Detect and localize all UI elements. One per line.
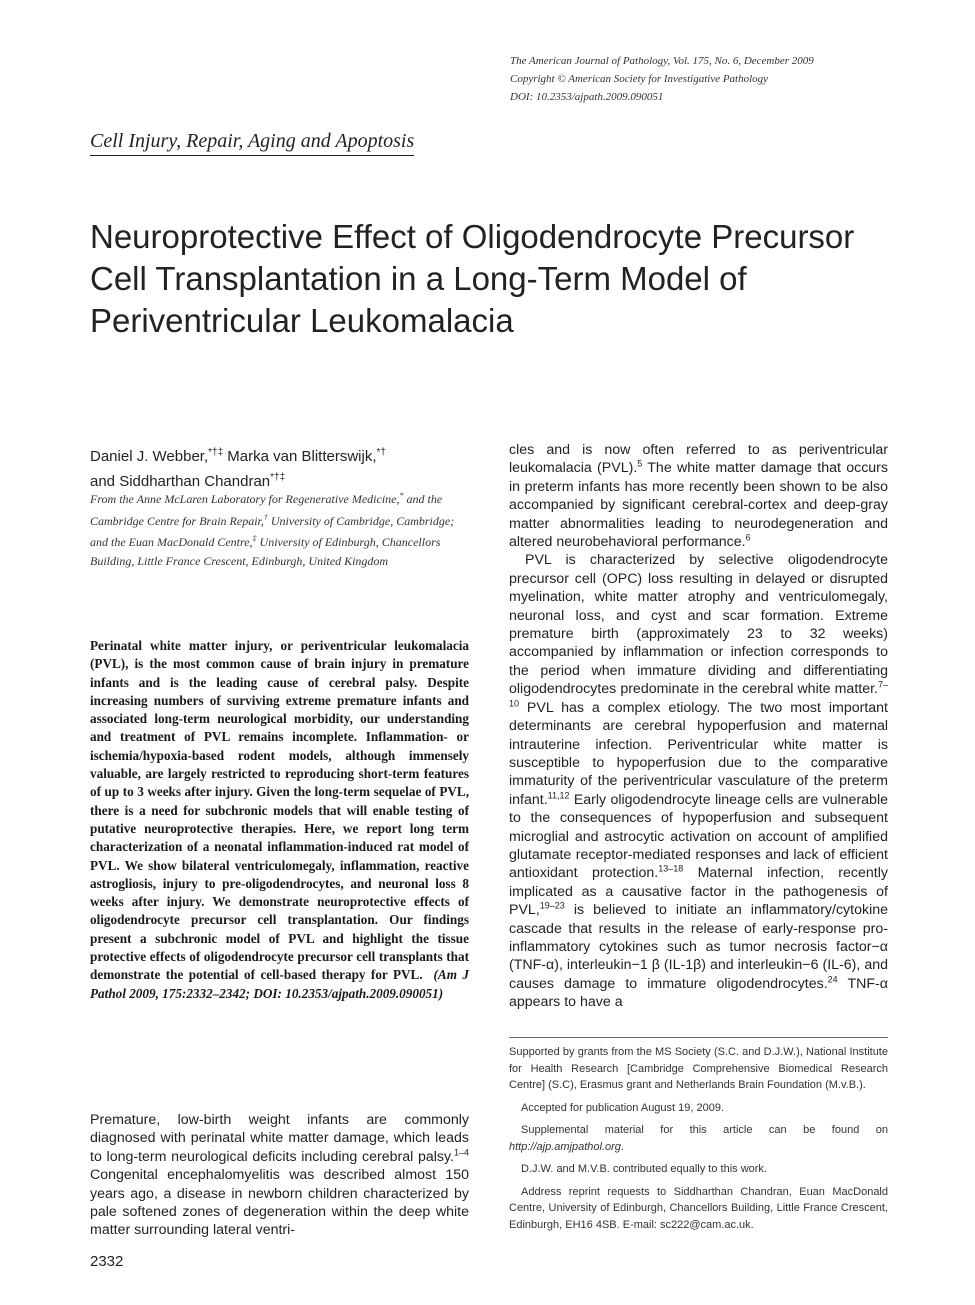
abstract [90,637,469,1003]
affil-text: University of Cambridge, Cambridge; and the Euan MacDonald Centre, [90,513,455,549]
body-text: PVL is characterized by selective oligodendrocyte precursor cell (OPC) loss resulting in delayed or disrupted myelination, white matter atrophy and ventriculomegaly, neuronal loss, and cyst and scar formation. Extreme premature birth (approximately 23 to 32 weeks) accompanied by inflammation or infection corresponds to the period when immature dividing and differentiating oligodendrocytes predominate in the cerebral white matter. [509,552,888,698]
supplemental-link[interactable]: http://ajp.amjpathol.org [509,1140,621,1153]
author-affil-mark: *†‡ [270,472,286,483]
body-text: is believed to initiate an inflammatory/cytokine cascade that results in the release of early-response pro-inflammatory cytokines such as tumor necrosis factor−α (TNF-α), interleukin−1 β (IL-1β) and interleukin−6 (IL-6), and causes damage to immature oligodendrocytes. [509,902,888,992]
reference-mark: 24 [827,974,838,985]
paragraph [90,1111,469,1240]
page-number: 2332 [90,1253,124,1270]
abstract-citation: (Am J Pathol 2009, 175:2332–2342; DOI: 10.2353/ajpath.2009.090051) [90,967,469,1001]
journal-citation: The American Journal of Pathology, Vol. 175, No. 6, December 2009 [510,55,814,67]
footnote-address: Address reprint requests to Siddharthan Chandran, Euan MacDonald Centre, University of Edinburgh, Chancellors Building, Little France Crescent, Edinburgh, EH16 4SB. E-mail: sc222@cam.ac.uk. [509,1185,888,1231]
affil-text: and the Cambridge Centre for Brain Repair, [90,492,443,528]
body-text: The white matter damage that occurs in preterm infants has more recently been shown to be also accompanied by significant cerebral-cortex and deep-gray matter abnormalities leading to neurodegeneration and altered neurobehavioral performance. [509,460,888,551]
reference-mark: 1–4 [453,1147,469,1158]
reference-mark: 11,12 [547,789,570,800]
reference-mark: 6 [745,532,751,543]
affil-text: From the Anne McLaren Laboratory for Regenerative Medicine, [90,492,400,506]
footnote-equal-contribution: D.J.W. and M.V.B. contributed equally to this work. [521,1163,767,1175]
author-affil-mark: *† [376,447,386,458]
body-text: Congenital encephalomyelitis was described almost 150 years ago, a disease in newborn children characterized by pale softened zones of degeneration within the deep white matter surrounding lateral ventri- [90,1167,469,1239]
reference-mark: 13–18 [658,863,684,874]
affiliations [90,487,470,570]
section-heading: Cell Injury, Repair, Aging and Apoptosis [90,130,414,156]
journal-doi: DOI: 10.2353/ajpath.2009.090051 [510,91,664,103]
footnote-funding: Supported by grants from the MS Society (S.C. and D.J.W.), National Institute for Health Research [Cambridge Comprehensive Biomedical Research Centre] (S.C), Erasmus grant and Netherlands Brain Foundation (M.v.B.). [509,1046,888,1091]
paragraph [509,441,888,551]
body-column-left [90,1111,469,1240]
body-text: Premature, low-birth weight infants are commonly diagnosed with perinatal white matter damage, which leads to long-term neurological deficits including cerebral palsy. [90,1112,469,1165]
paragraph [509,551,888,1011]
body-column-right [509,441,888,1012]
reference-mark: 19–23 [539,900,565,911]
footnote-divider [509,1037,888,1038]
author-name: Daniel J. Webber, [90,448,209,465]
article-title: Neuroprotective Effect of Oligodendrocyte Precursor Cell Transplantation in a Long-Term Model of Periventricular Leukomalacia [90,218,855,339]
affil-text: University of Edinburgh, Chancellors Building, Little France Crescent, Edinburgh, United Kingdom [90,535,441,568]
reference-mark: 7–10 [509,679,888,708]
body-text: cles and is now often referred to as periventricular leukomalacia (PVL). [509,442,888,477]
footnote-text: Supplemental material for this article can be found on [521,1124,888,1136]
author-name: and Siddharthan Chandran [90,473,271,490]
reference-mark: 5 [637,458,643,469]
footnote-accepted: Accepted for publication August 19, 2009. [521,1101,725,1114]
affil-mark: † [263,512,268,522]
footnote-supplemental [509,1122,888,1155]
abstract-text: Perinatal white matter injury, or periventricular leukomalacia (PVL), is the most common cause of brain injury in premature infants and is the leading cause of cerebral palsy. Despite increasing numbers of surviving extreme premature infants and associated long-term neurological morbidity, our understanding and treatment of PVL remains incomplete. Inflammation- or ischemia/hypoxia-based rodent models, although immensely valuable, are largely restricted to reproducing short-term features of up to 3 weeks after injury. Given the long-term sequelae of PVL, there is a need for subchronic models that will enable testing of putative neuroprotective therapies. Here, we report long term characterization of a neonatal inflammation-induced rat model of PVL. We show bilateral ventriculomegaly, inflammation, reactive astrogliosis, injury to pre-oligodendrocytes, and neuronal loss 8 weeks after injury. We demonstrate neuroprotective effects of oligodendrocyte precursor cell transplantation. Our findings present a subchronic model of PVL and highlight the tissue protective effects of oligodendrocyte precursor cell transplants that demonstrate the potential of cell-based therapy for PVL. [90,638,469,983]
body-text: PVL has a complex etiology. The two most important determinants are cerebral hypoperfusion and maternal intrauterine infection. Periventricular white matter is susceptible to hypoperfusion due to the comparative immaturity of the periventricular vasculature of the preterm infant. [509,699,888,808]
body-text: Early oligodendrocyte lineage cells are vulnerable to the consequences of hypoperfusion and subsequent microglial and astrocytic activation on account of amplified glutamate receptor-mediated responses and lack of efficient antioxidant protection. [509,791,888,882]
body-text: Maternal infection, recently implicated as a causative factor in the pathogenesis of PVL, [509,865,888,919]
footnote-text: . [620,1140,624,1153]
affil-mark: * [399,491,404,500]
journal-copyright: Copyright © American Society for Investigative Pathology [510,73,769,85]
author-affil-mark: *†‡ [208,447,224,458]
journal-header [510,52,950,106]
author-name: Marka van Blitterswijk, [223,448,377,465]
affil-mark: ‡ [252,534,257,543]
author-list [90,442,475,492]
body-text: TNF-α appears to have a [509,975,888,1011]
footnotes [509,1044,888,1239]
